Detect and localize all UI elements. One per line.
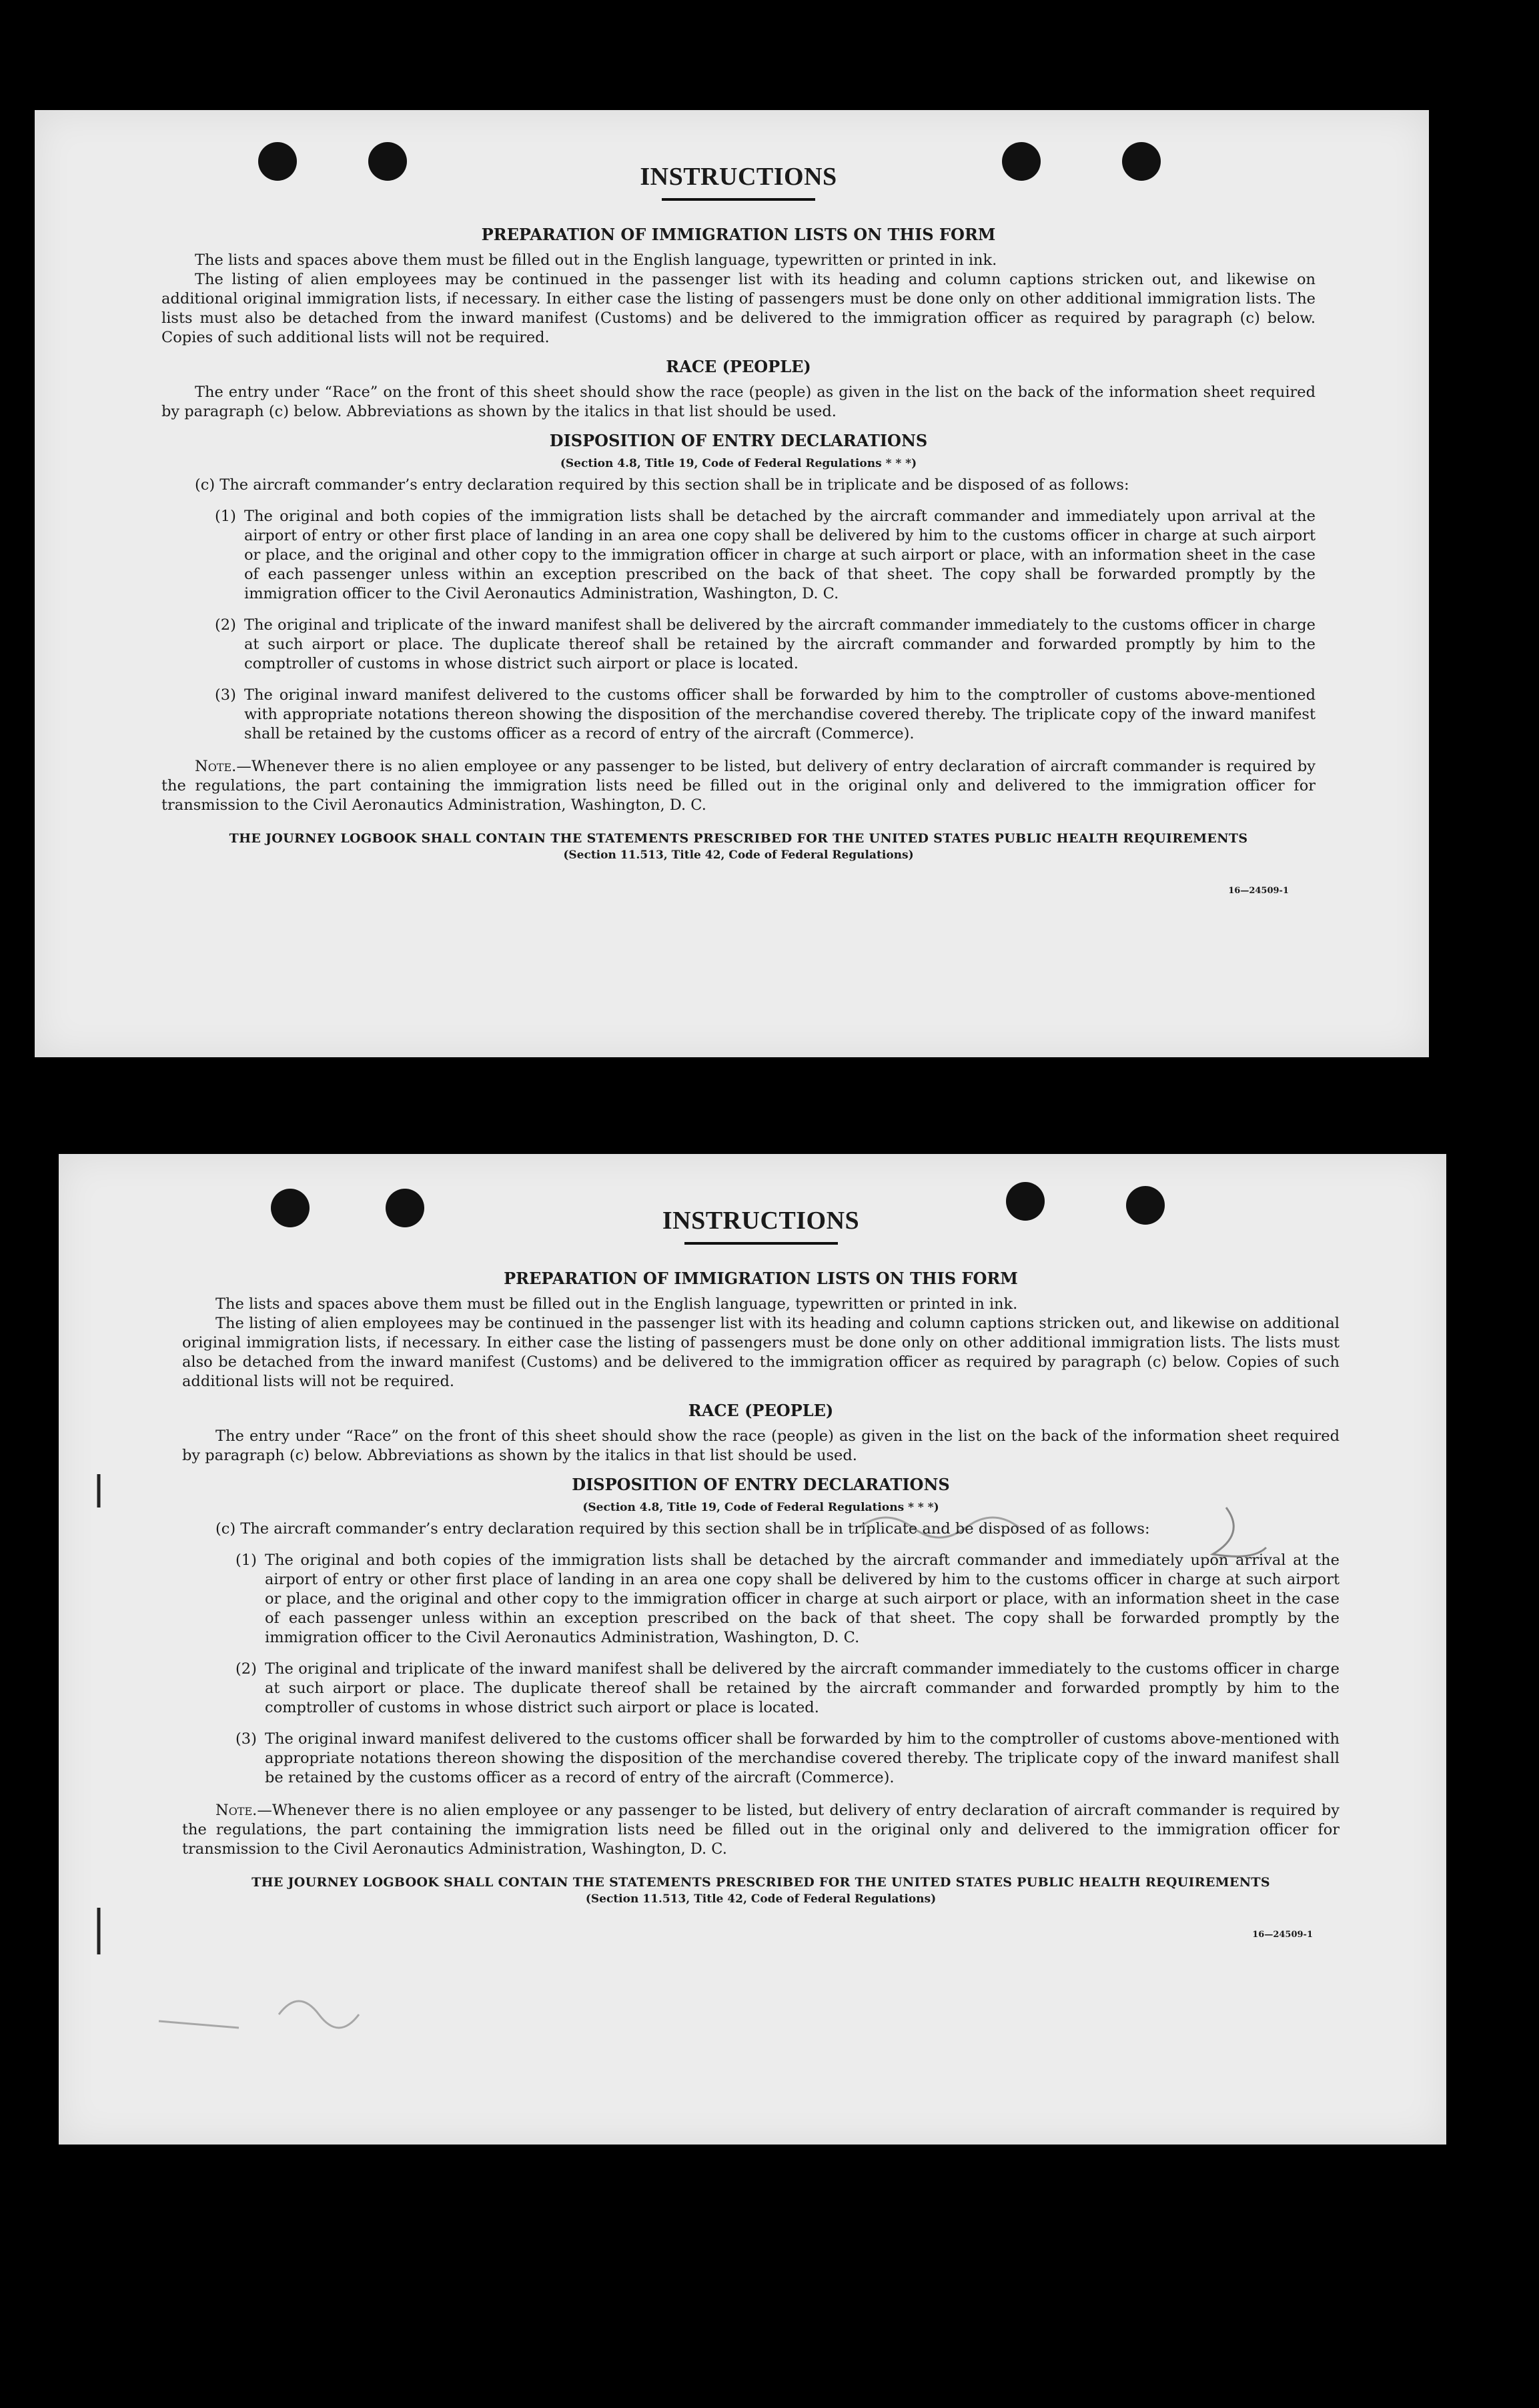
prep-paragraph-2: The listing of alien employees may be continued in the passenger list with its heading and column captions stricken out, and likewise on additional original immigration lists, if necessary. In either case the listing of passengers must be done only on other additional immigration lists. The lists must also be detached from the inward manifest (Customs) and be delivered to the immigration officer as required by paragraph (c) below. Copies of such additional lists will not be required. (161, 271, 1316, 346)
item-text: The original and triplicate of the inward manifest shall be delivered by the aircraft commander immediately to the customs officer in charge at such airport or place. The duplicate thereof shall be retained by the aircraft commander and forwarded promptly by him to the comptroller of customs in whose district such airport or place is located. (265, 1660, 1340, 1716)
disposition-item-2 (215, 616, 1316, 674)
item-number: (2) (235, 1660, 257, 1678)
note-text: —Whenever there is no alien employee or any passenger to be listed, but delivery of entry declaration of aircraft commander is required by the regulations, the part containing the immigration lists need be filled out in the original only and delivered to the immigration officer for transmission to the Civil Aeronautics Administration, Washington, D. C. (161, 758, 1316, 814)
item-number: (3) (215, 686, 236, 704)
journey-logbook-statement: THE JOURNEY LOGBOOK SHALL CONTAIN THE STATEMENTS PRESCRIBED FOR THE UNITED STATES PUBLIC HEALTH REQUIREMENTS (229, 831, 1248, 846)
disposition-heading: DISPOSITION OF ENTRY DECLARATIONS (572, 1475, 950, 1494)
item-number: (2) (215, 616, 236, 634)
item-number: (3) (235, 1730, 257, 1748)
sheet-content (161, 162, 1316, 896)
journey-reference: (Section 11.513, Title 42, Code of Federal Regulations) (585, 1892, 937, 1906)
journey-logbook-statement: THE JOURNEY LOGBOOK SHALL CONTAIN THE STATEMENTS PRESCRIBED FOR THE UNITED STATES PUBLIC HEALTH REQUIREMENTS (251, 1875, 1270, 1890)
note-label: Note. (195, 758, 237, 775)
form-number: 16—24509-1 (1228, 886, 1289, 896)
title-rule (684, 1242, 838, 1245)
title-rule (662, 198, 815, 201)
note-paragraph (161, 757, 1316, 815)
form-number: 16—24509-1 (1252, 1930, 1313, 1940)
item-text: The original and triplicate of the inward manifest shall be delivered by the aircraft commander immediately to the customs officer in charge at such airport or place. The duplicate thereof shall be retained by the aircraft commander and forwarded promptly by him to the comptroller of customs in whose district such airport or place is located. (244, 616, 1316, 672)
note-text: —Whenever there is no alien employee or any passenger to be listed, but delivery of entry declaration of aircraft commander is required by the regulations, the part containing the immigration lists need be filled out in the original only and delivered to the immigration officer for transmission to the Civil Aeronautics Administration, Washington, D. C. (182, 1802, 1340, 1858)
prep-heading: PREPARATION OF IMMIGRATION LISTS ON THIS FORM (481, 225, 996, 244)
disposition-heading: DISPOSITION OF ENTRY DECLARATIONS (549, 431, 928, 450)
disposition-item-2 (235, 1660, 1340, 1718)
race-heading: RACE (PEOPLE) (688, 1401, 834, 1420)
item-text: The original inward manifest delivered to the customs officer shall be forwarded by him to the comptroller of customs above-mentioned with appropriate notations thereon showing the disposition of the merchandise covered thereby. The triplicate copy of the inward manifest shall be retained by the customs officer as a record of entry of the aircraft (Commerce). (244, 686, 1316, 742)
prep-paragraph-2: The listing of alien employees may be continued in the passenger list with its heading and column captions stricken out, and likewise on additional original immigration lists, if necessary. In either case the listing of passengers must be done only on other additional immigration lists. The lists must also be detached from the inward manifest (Customs) and be delivered to the immigration officer as required by paragraph (c) below. Copies of such additional lists will not be required. (182, 1315, 1340, 1390)
race-paragraph: The entry under “Race” on the front of this sheet should show the race (people) as given in the list on the back of the information sheet required by paragraph (c) below. Abbreviations as shown by the italics in that list should be used. (161, 384, 1316, 420)
item-number: (1) (235, 1552, 257, 1569)
item-text: The original inward manifest delivered to the customs officer shall be forwarded by him to the comptroller of customs above-mentioned with appropriate notations thereon showing the disposition of the merchandise covered thereby. The triplicate copy of the inward manifest shall be retained by the customs officer as a record of entry of the aircraft (Commerce). (265, 1730, 1340, 1786)
item-number: (1) (215, 508, 236, 525)
disposition-item-1 (235, 1551, 1340, 1648)
disposition-intro: (c) The aircraft commander’s entry declaration required by this section shall be in triplicate and be disposed of as follows: (195, 476, 1129, 494)
page-title: INSTRUCTIONS (640, 163, 837, 191)
disposition-reference: (Section 4.8, Title 19, Code of Federal Regulations * * *) (582, 1501, 939, 1514)
journey-reference: (Section 11.513, Title 42, Code of Federal Regulations) (563, 848, 914, 862)
item-text: The original and both copies of the immigration lists shall be detached by the aircraft commander and immediately upon arrival at the airport of entry or other first place of landing in an area one copy shall be delivered by him to the customs officer in charge at such airport or place, and the original and other copy to the immigration officer in charge at such airport or place, with an information sheet in the case of each passenger unless within an exception prescribed on the back of that sheet. The copy shall be forwarded promptly by the immigration officer to the Civil Aeronautics Administration, Washington, D. C. (265, 1552, 1340, 1646)
race-paragraph: The entry under “Race” on the front of this sheet should show the race (people) as given in the list on the back of the information sheet required by paragraph (c) below. Abbreviations as shown by the italics in that list should be used. (182, 1427, 1340, 1464)
item-text: The original and both copies of the immigration lists shall be detached by the aircraft commander and immediately upon arrival at the airport of entry or other first place of landing in an area one copy shall be delivered by him to the customs officer in charge at such airport or place, and the original and other copy to the immigration officer in charge at such airport or place, with an information sheet in the case of each passenger unless within an exception prescribed on the back of that sheet. The copy shall be forwarded promptly by the immigration officer to the Civil Aeronautics Administration, Washington, D. C. (244, 508, 1316, 602)
note-paragraph (182, 1801, 1340, 1859)
note-label: Note. (215, 1802, 258, 1819)
disposition-item-3 (215, 686, 1316, 744)
instruction-sheet-1 (35, 110, 1429, 1057)
disposition-item-3 (235, 1730, 1340, 1788)
disposition-reference: (Section 4.8, Title 19, Code of Federal Regulations * * *) (560, 457, 917, 470)
race-heading: RACE (PEOPLE) (666, 357, 811, 376)
instruction-sheet-2 (59, 1154, 1446, 2145)
disposition-intro: (c) The aircraft commander’s entry declaration required by this section shall be in triplicate and be disposed of as follows: (215, 1520, 1150, 1538)
page-title: INSTRUCTIONS (662, 1207, 860, 1235)
prep-paragraph-1: The lists and spaces above them must be filled out in the English language, typewritten or printed in ink. (195, 251, 997, 269)
disposition-item-1 (215, 507, 1316, 604)
prep-paragraph-1: The lists and spaces above them must be filled out in the English language, typewritten or printed in ink. (215, 1295, 1018, 1313)
sheet-content (182, 1206, 1340, 1940)
prep-heading: PREPARATION OF IMMIGRATION LISTS ON THIS FORM (504, 1269, 1018, 1288)
